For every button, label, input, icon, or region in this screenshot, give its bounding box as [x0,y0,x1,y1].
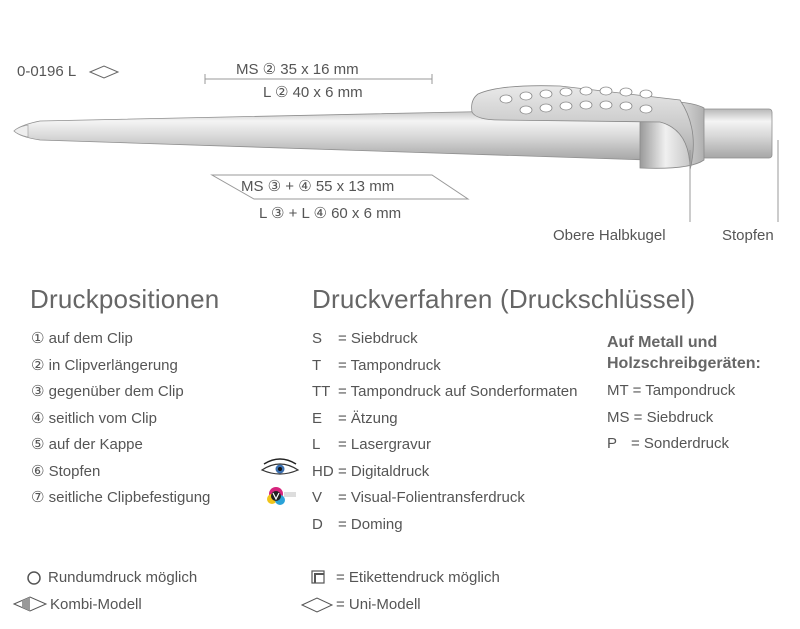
metal-item [607,431,735,458]
method-code: HD [312,462,334,480]
method-item [312,459,577,486]
metal-title-line1: Auf Metall und [607,334,718,351]
size-bottom-line1: MS ③ + ④ 55 x 13 mm [241,178,395,195]
size-top-line2: L ② 40 x 6 mm [263,84,363,101]
method-label: = Tampondruck [338,356,441,374]
positions-title: Druckpositionen [30,284,220,314]
position-item: ⑦ seitliche Clipbefestigung [31,489,211,506]
method-label: = Visual-Folientransferdruck [338,489,525,506]
metal-title-line2: Holzschreibgeräten: [607,355,761,372]
positions-list [31,326,210,512]
pen-plug [700,109,772,158]
method-code: V [312,489,323,506]
method-label: = Digitaldruck [338,462,430,480]
legend-label-print: = Etikettendruck möglich [336,569,500,586]
size-bottom-line2: L ③ + L ④ 60 x 6 mm [259,205,402,222]
method-item [312,326,577,353]
method-label: = Tampondruck auf Sonderformaten [338,383,578,400]
method-code: S [312,330,323,347]
method-label: = Siebdruck [338,330,418,347]
method-label: = Doming [338,515,403,533]
metal-list [607,378,735,458]
metal-item [607,378,735,405]
position-item: ④ seitlich vom Clip [31,409,157,427]
method-code: E [312,409,323,427]
uni-model-diamond-icon [90,66,118,78]
metal-label: = Siebdruck [633,408,714,426]
method-code: D [312,515,323,533]
metal-label: = Sonderdruck [631,435,729,452]
label-plug: Stopfen [722,227,774,244]
method-label: = Lasergravur [338,436,431,453]
position-item: ③ gegenüber dem Clip [31,383,184,400]
size-top-line1: MS ② 35 x 16 mm [236,61,359,78]
metal-code: MS [607,408,630,426]
pen-tip [14,125,28,137]
metal-code: P [607,435,618,452]
legend-round-print: Rundumdruck möglich [48,569,198,586]
position-item: ① auf dem Clip [31,330,133,347]
position-item: ② in Clipverlängerung [31,356,178,374]
metal-code: MT [607,382,629,399]
metal-item [607,405,735,432]
position-item: ⑤ auf der Kappe [31,436,143,453]
legend-uni-model: = Uni-Modell [336,596,421,613]
metal-label: = Tampondruck [632,382,736,399]
method-code: TT [312,383,331,400]
position-item: ⑥ Stopfen [31,462,101,480]
method-item [312,485,577,512]
method-code: T [312,356,322,374]
methods-list [312,326,577,538]
method-item [312,353,577,380]
method-item [312,512,577,539]
method-item [312,379,577,406]
method-item [312,406,577,433]
method-item [312,432,577,459]
product-code: 0-0196 L [17,63,77,80]
label-upper-half: Obere Halbkugel [553,227,666,244]
method-code: L [312,436,321,453]
methods-title: Druckverfahren (Druckschlüssel) [312,284,696,314]
method-label: = Ätzung [338,409,398,427]
legend-combi-model: Kombi-Modell [50,596,142,613]
